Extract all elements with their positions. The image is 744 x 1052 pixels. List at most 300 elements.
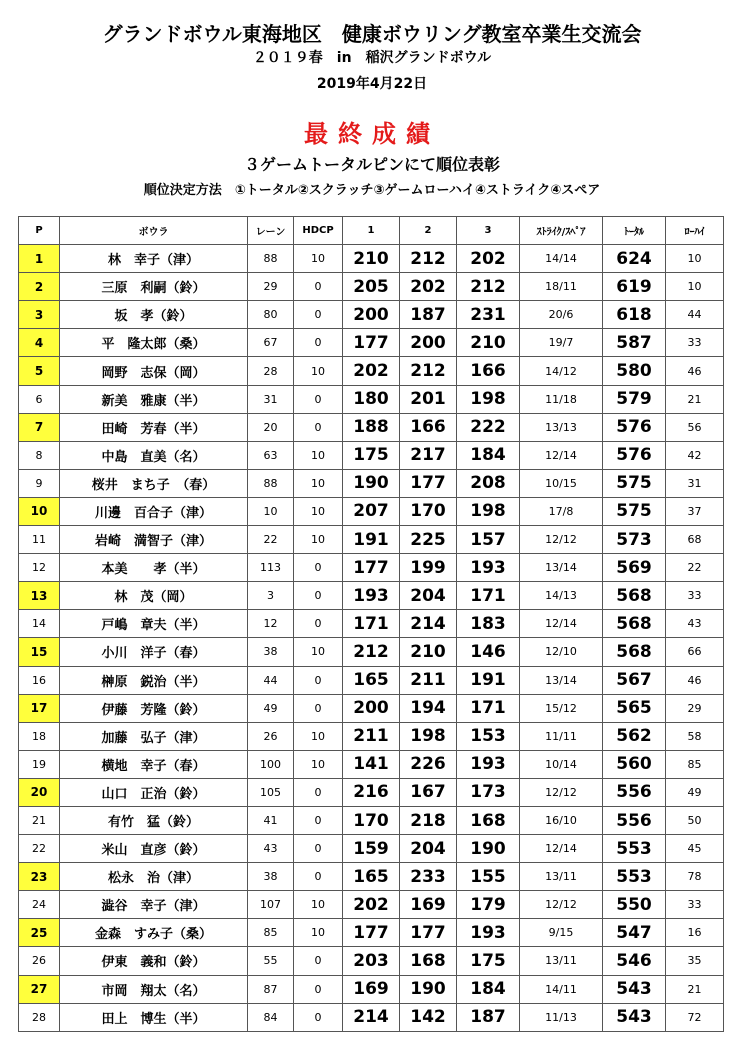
hdcp-cell: 0 xyxy=(294,666,343,694)
lane-cell: 38 xyxy=(248,863,294,891)
total-score-cell: 543 xyxy=(603,975,666,1003)
col-header-bowler: ボウラ xyxy=(60,217,248,245)
strike-spare-cell: 12/10 xyxy=(520,638,603,666)
game2-score-cell: 217 xyxy=(400,441,457,469)
game2-score-cell: 177 xyxy=(400,469,457,497)
game2-score-cell: 212 xyxy=(400,357,457,385)
strike-spare-cell: 14/13 xyxy=(520,582,603,610)
position-cell: 15 xyxy=(19,638,60,666)
strike-spare-cell: 12/14 xyxy=(520,610,603,638)
lowhigh-cell: 72 xyxy=(666,1003,724,1031)
strike-spare-cell: 11/18 xyxy=(520,385,603,413)
game2-score-cell: 177 xyxy=(400,919,457,947)
game2-score-cell: 187 xyxy=(400,301,457,329)
lowhigh-cell: 33 xyxy=(666,891,724,919)
lane-cell: 100 xyxy=(248,750,294,778)
strike-spare-cell: 10/14 xyxy=(520,750,603,778)
strike-spare-cell: 13/14 xyxy=(520,554,603,582)
strike-spare-cell: 19/7 xyxy=(520,329,603,357)
hdcp-cell: 10 xyxy=(294,357,343,385)
lane-cell: 80 xyxy=(248,301,294,329)
bowler-name-cell: 林 幸子（津） xyxy=(60,245,248,273)
game3-score-cell: 153 xyxy=(457,722,520,750)
lane-cell: 22 xyxy=(248,526,294,554)
game2-score-cell: 166 xyxy=(400,413,457,441)
game3-score-cell: 171 xyxy=(457,582,520,610)
bowler-name-cell: 田崎 芳春（半） xyxy=(60,413,248,441)
table-row xyxy=(19,919,724,947)
game3-score-cell: 198 xyxy=(457,385,520,413)
lane-cell: 38 xyxy=(248,638,294,666)
total-score-cell: 576 xyxy=(603,413,666,441)
hdcp-cell: 10 xyxy=(294,750,343,778)
total-score-cell: 567 xyxy=(603,666,666,694)
bowler-name-cell: 新美 雅康（半） xyxy=(60,385,248,413)
game3-score-cell: 184 xyxy=(457,441,520,469)
total-score-cell: 556 xyxy=(603,806,666,834)
hdcp-cell: 0 xyxy=(294,582,343,610)
position-cell: 8 xyxy=(19,441,60,469)
table-row xyxy=(19,301,724,329)
game3-score-cell: 210 xyxy=(457,329,520,357)
position-cell: 4 xyxy=(19,329,60,357)
game1-score-cell: 141 xyxy=(343,750,400,778)
position-cell: 26 xyxy=(19,947,60,975)
lowhigh-cell: 29 xyxy=(666,694,724,722)
table-row xyxy=(19,750,724,778)
bowler-name-cell: 三原 利嗣（鈴） xyxy=(60,273,248,301)
game1-score-cell: 177 xyxy=(343,554,400,582)
game3-score-cell: 231 xyxy=(457,301,520,329)
strike-spare-cell: 13/14 xyxy=(520,666,603,694)
strike-spare-cell: 12/14 xyxy=(520,835,603,863)
bowler-name-cell: 林 茂（岡） xyxy=(60,582,248,610)
game2-score-cell: 204 xyxy=(400,835,457,863)
lane-cell: 88 xyxy=(248,469,294,497)
total-score-cell: 573 xyxy=(603,526,666,554)
game3-score-cell: 171 xyxy=(457,694,520,722)
strike-spare-cell: 12/12 xyxy=(520,891,603,919)
strike-spare-cell: 14/12 xyxy=(520,357,603,385)
game1-score-cell: 202 xyxy=(343,357,400,385)
lowhigh-cell: 49 xyxy=(666,778,724,806)
position-cell: 27 xyxy=(19,975,60,1003)
game3-score-cell: 191 xyxy=(457,666,520,694)
lowhigh-cell: 10 xyxy=(666,273,724,301)
game1-score-cell: 171 xyxy=(343,610,400,638)
position-cell: 20 xyxy=(19,778,60,806)
total-score-cell: 576 xyxy=(603,441,666,469)
lowhigh-cell: 50 xyxy=(666,806,724,834)
lowhigh-cell: 46 xyxy=(666,357,724,385)
lane-cell: 107 xyxy=(248,891,294,919)
position-cell: 18 xyxy=(19,722,60,750)
lane-cell: 41 xyxy=(248,806,294,834)
lane-cell: 88 xyxy=(248,245,294,273)
game2-score-cell: 212 xyxy=(400,245,457,273)
hdcp-cell: 0 xyxy=(294,329,343,357)
table-row xyxy=(19,863,724,891)
game2-score-cell: 167 xyxy=(400,778,457,806)
table-row xyxy=(19,694,724,722)
total-score-cell: 619 xyxy=(603,273,666,301)
position-cell: 10 xyxy=(19,497,60,525)
lane-cell: 31 xyxy=(248,385,294,413)
game3-score-cell: 173 xyxy=(457,778,520,806)
game3-score-cell: 168 xyxy=(457,806,520,834)
lowhigh-cell: 56 xyxy=(666,413,724,441)
bowler-name-cell: 岩崎 満智子（津） xyxy=(60,526,248,554)
total-score-cell: 553 xyxy=(603,863,666,891)
game2-score-cell: 142 xyxy=(400,1003,457,1031)
game2-score-cell: 202 xyxy=(400,273,457,301)
game1-score-cell: 212 xyxy=(343,638,400,666)
col-header-game2: 2 xyxy=(400,217,457,245)
hdcp-cell: 0 xyxy=(294,835,343,863)
total-score-cell: 553 xyxy=(603,835,666,863)
lowhigh-cell: 16 xyxy=(666,919,724,947)
game1-score-cell: 191 xyxy=(343,526,400,554)
strike-spare-cell: 10/15 xyxy=(520,469,603,497)
col-header-hdcp: HDCP xyxy=(294,217,343,245)
position-cell: 19 xyxy=(19,750,60,778)
strike-spare-cell: 11/13 xyxy=(520,1003,603,1031)
tiebreak-rules: 順位決定方法 ①トータル②スクラッチ③ゲームローハイ④ストライク④スペア xyxy=(143,183,601,198)
event-title: グランドボウル東海地区 健康ボウリング教室卒業生交流会 xyxy=(102,22,642,46)
lowhigh-cell: 66 xyxy=(666,638,724,666)
game3-score-cell: 157 xyxy=(457,526,520,554)
bowler-name-cell: 小川 洋子（春） xyxy=(60,638,248,666)
event-subtitle: ２０１９春 in 稲沢グランドボウル xyxy=(252,50,492,66)
game1-score-cell: 170 xyxy=(343,806,400,834)
table-row xyxy=(19,554,724,582)
game3-score-cell: 222 xyxy=(457,413,520,441)
strike-spare-cell: 13/11 xyxy=(520,947,603,975)
game2-score-cell: 211 xyxy=(400,666,457,694)
lane-cell: 113 xyxy=(248,554,294,582)
game1-score-cell: 190 xyxy=(343,469,400,497)
table-row xyxy=(19,610,724,638)
position-cell: 11 xyxy=(19,526,60,554)
game2-score-cell: 214 xyxy=(400,610,457,638)
col-header-game1: 1 xyxy=(343,217,400,245)
bowler-name-cell: 有竹 猛（鈴） xyxy=(60,806,248,834)
game1-score-cell: 159 xyxy=(343,835,400,863)
table-row xyxy=(19,891,724,919)
game3-score-cell: 183 xyxy=(457,610,520,638)
table-row xyxy=(19,273,724,301)
table-row xyxy=(19,413,724,441)
hdcp-cell: 10 xyxy=(294,469,343,497)
position-cell: 5 xyxy=(19,357,60,385)
lane-cell: 85 xyxy=(248,919,294,947)
lane-cell: 28 xyxy=(248,357,294,385)
bowler-name-cell: 平 隆太郎（桑） xyxy=(60,329,248,357)
strike-spare-cell: 14/11 xyxy=(520,975,603,1003)
results-table xyxy=(18,216,724,1032)
total-score-cell: 565 xyxy=(603,694,666,722)
game1-score-cell: 207 xyxy=(343,497,400,525)
game3-score-cell: 155 xyxy=(457,863,520,891)
bowler-name-cell: 米山 直彦（鈴） xyxy=(60,835,248,863)
total-score-cell: 562 xyxy=(603,722,666,750)
hdcp-cell: 0 xyxy=(294,301,343,329)
bowler-name-cell: 澁谷 幸子（津） xyxy=(60,891,248,919)
lowhigh-cell: 37 xyxy=(666,497,724,525)
game3-score-cell: 193 xyxy=(457,919,520,947)
game2-score-cell: 170 xyxy=(400,497,457,525)
bowler-name-cell: 岡野 志保（岡） xyxy=(60,357,248,385)
event-date: 2019年4月22日 xyxy=(316,76,428,92)
hdcp-cell: 0 xyxy=(294,385,343,413)
total-score-cell: 575 xyxy=(603,469,666,497)
table-row xyxy=(19,666,724,694)
game1-score-cell: 165 xyxy=(343,666,400,694)
game1-score-cell: 193 xyxy=(343,582,400,610)
total-score-cell: 579 xyxy=(603,385,666,413)
game3-score-cell: 187 xyxy=(457,1003,520,1031)
table-header-row xyxy=(19,217,724,245)
game1-score-cell: 200 xyxy=(343,694,400,722)
lane-cell: 55 xyxy=(248,947,294,975)
table-row xyxy=(19,1003,724,1031)
hdcp-cell: 10 xyxy=(294,497,343,525)
strike-spare-cell: 13/13 xyxy=(520,413,603,441)
total-score-cell: 580 xyxy=(603,357,666,385)
table-row xyxy=(19,357,724,385)
strike-spare-cell: 11/11 xyxy=(520,722,603,750)
hdcp-cell: 10 xyxy=(294,722,343,750)
lane-cell: 26 xyxy=(248,722,294,750)
game3-score-cell: 190 xyxy=(457,835,520,863)
total-score-cell: 624 xyxy=(603,245,666,273)
lowhigh-cell: 35 xyxy=(666,947,724,975)
hdcp-cell: 0 xyxy=(294,610,343,638)
strike-spare-cell: 9/15 xyxy=(520,919,603,947)
bowler-name-cell: 坂 孝（鈴） xyxy=(60,301,248,329)
game3-score-cell: 202 xyxy=(457,245,520,273)
lowhigh-cell: 21 xyxy=(666,975,724,1003)
total-score-cell: 587 xyxy=(603,329,666,357)
game3-score-cell: 179 xyxy=(457,891,520,919)
strike-spare-cell: 13/11 xyxy=(520,863,603,891)
lowhigh-cell: 58 xyxy=(666,722,724,750)
game2-score-cell: 168 xyxy=(400,947,457,975)
position-cell: 3 xyxy=(19,301,60,329)
position-cell: 16 xyxy=(19,666,60,694)
game3-score-cell: 193 xyxy=(457,554,520,582)
lane-cell: 87 xyxy=(248,975,294,1003)
position-cell: 23 xyxy=(19,863,60,891)
total-score-cell: 546 xyxy=(603,947,666,975)
position-cell: 9 xyxy=(19,469,60,497)
game3-score-cell: 198 xyxy=(457,497,520,525)
table-row xyxy=(19,835,724,863)
bowler-name-cell: 川邊 百合子（津） xyxy=(60,497,248,525)
game3-score-cell: 193 xyxy=(457,750,520,778)
game2-score-cell: 201 xyxy=(400,385,457,413)
game3-score-cell: 184 xyxy=(457,975,520,1003)
position-cell: 6 xyxy=(19,385,60,413)
hdcp-cell: 0 xyxy=(294,778,343,806)
col-header-lane: レーン xyxy=(248,217,294,245)
lane-cell: 43 xyxy=(248,835,294,863)
col-header-total: ﾄｰﾀﾙ xyxy=(603,217,666,245)
bowler-name-cell: 中島 直美（名） xyxy=(60,441,248,469)
lowhigh-cell: 46 xyxy=(666,666,724,694)
hdcp-cell: 10 xyxy=(294,526,343,554)
bowler-name-cell: 市岡 翔太（名） xyxy=(60,975,248,1003)
bowler-name-cell: 田上 博生（半） xyxy=(60,1003,248,1031)
lowhigh-cell: 10 xyxy=(666,245,724,273)
total-score-cell: 550 xyxy=(603,891,666,919)
position-cell: 17 xyxy=(19,694,60,722)
table-row xyxy=(19,806,724,834)
hdcp-cell: 10 xyxy=(294,441,343,469)
total-score-cell: 569 xyxy=(603,554,666,582)
game3-score-cell: 212 xyxy=(457,273,520,301)
total-score-cell: 568 xyxy=(603,582,666,610)
game1-score-cell: 216 xyxy=(343,778,400,806)
bowler-name-cell: 金森 すみ子（桑） xyxy=(60,919,248,947)
hdcp-cell: 0 xyxy=(294,863,343,891)
game3-score-cell: 146 xyxy=(457,638,520,666)
position-cell: 21 xyxy=(19,806,60,834)
total-score-cell: 568 xyxy=(603,610,666,638)
hdcp-cell: 10 xyxy=(294,891,343,919)
bowler-name-cell: 桜井 まち子 （春） xyxy=(60,469,248,497)
strike-spare-cell: 12/12 xyxy=(520,778,603,806)
col-header-game3: 3 xyxy=(457,217,520,245)
table-row xyxy=(19,947,724,975)
table-row xyxy=(19,329,724,357)
lowhigh-cell: 43 xyxy=(666,610,724,638)
game2-score-cell: 233 xyxy=(400,863,457,891)
game1-score-cell: 188 xyxy=(343,413,400,441)
position-cell: 7 xyxy=(19,413,60,441)
total-score-cell: 560 xyxy=(603,750,666,778)
hdcp-cell: 0 xyxy=(294,554,343,582)
table-row xyxy=(19,526,724,554)
lowhigh-cell: 33 xyxy=(666,329,724,357)
position-cell: 25 xyxy=(19,919,60,947)
hdcp-cell: 0 xyxy=(294,694,343,722)
strike-spare-cell: 18/11 xyxy=(520,273,603,301)
lane-cell: 3 xyxy=(248,582,294,610)
strike-spare-cell: 20/6 xyxy=(520,301,603,329)
bowler-name-cell: 戸嶋 章夫（半） xyxy=(60,610,248,638)
lowhigh-cell: 68 xyxy=(666,526,724,554)
bowler-name-cell: 榊原 鋭治（半） xyxy=(60,666,248,694)
position-cell: 2 xyxy=(19,273,60,301)
total-score-cell: 556 xyxy=(603,778,666,806)
game2-score-cell: 199 xyxy=(400,554,457,582)
table-row xyxy=(19,975,724,1003)
strike-spare-cell: 16/10 xyxy=(520,806,603,834)
game1-score-cell: 203 xyxy=(343,947,400,975)
lane-cell: 10 xyxy=(248,497,294,525)
game1-score-cell: 180 xyxy=(343,385,400,413)
bowler-name-cell: 横地 幸子（春） xyxy=(60,750,248,778)
lowhigh-cell: 45 xyxy=(666,835,724,863)
game2-score-cell: 226 xyxy=(400,750,457,778)
hdcp-cell: 0 xyxy=(294,975,343,1003)
lowhigh-cell: 22 xyxy=(666,554,724,582)
hdcp-cell: 0 xyxy=(294,806,343,834)
game2-score-cell: 204 xyxy=(400,582,457,610)
bowler-name-cell: 松永 治（津） xyxy=(60,863,248,891)
lowhigh-cell: 31 xyxy=(666,469,724,497)
lane-cell: 63 xyxy=(248,441,294,469)
game3-score-cell: 175 xyxy=(457,947,520,975)
lowhigh-cell: 21 xyxy=(666,385,724,413)
strike-spare-cell: 17/8 xyxy=(520,497,603,525)
table-row xyxy=(19,722,724,750)
game1-score-cell: 177 xyxy=(343,919,400,947)
game1-score-cell: 214 xyxy=(343,1003,400,1031)
lane-cell: 84 xyxy=(248,1003,294,1031)
game2-score-cell: 190 xyxy=(400,975,457,1003)
game1-score-cell: 200 xyxy=(343,301,400,329)
total-score-cell: 618 xyxy=(603,301,666,329)
position-cell: 12 xyxy=(19,554,60,582)
lowhigh-cell: 78 xyxy=(666,863,724,891)
col-header-position: P xyxy=(19,217,60,245)
table-row xyxy=(19,497,724,525)
lowhigh-cell: 44 xyxy=(666,301,724,329)
position-cell: 13 xyxy=(19,582,60,610)
strike-spare-cell: 15/12 xyxy=(520,694,603,722)
bowler-name-cell: 伊藤 芳隆（鈴） xyxy=(60,694,248,722)
game1-score-cell: 169 xyxy=(343,975,400,1003)
bowler-name-cell: 加藤 弘子（津） xyxy=(60,722,248,750)
table-row xyxy=(19,469,724,497)
hdcp-cell: 0 xyxy=(294,273,343,301)
lane-cell: 20 xyxy=(248,413,294,441)
hdcp-cell: 0 xyxy=(294,947,343,975)
game3-score-cell: 208 xyxy=(457,469,520,497)
game2-score-cell: 198 xyxy=(400,722,457,750)
lane-cell: 12 xyxy=(248,610,294,638)
game1-score-cell: 205 xyxy=(343,273,400,301)
position-cell: 1 xyxy=(19,245,60,273)
game3-score-cell: 166 xyxy=(457,357,520,385)
bowler-name-cell: 本美 孝（半） xyxy=(60,554,248,582)
lowhigh-cell: 33 xyxy=(666,582,724,610)
position-cell: 24 xyxy=(19,891,60,919)
hdcp-cell: 10 xyxy=(294,638,343,666)
game2-score-cell: 225 xyxy=(400,526,457,554)
table-row xyxy=(19,638,724,666)
table-row xyxy=(19,245,724,273)
lane-cell: 29 xyxy=(248,273,294,301)
lane-cell: 44 xyxy=(248,666,294,694)
position-cell: 28 xyxy=(19,1003,60,1031)
game1-score-cell: 165 xyxy=(343,863,400,891)
strike-spare-cell: 12/14 xyxy=(520,441,603,469)
results-heading: 最終成績 xyxy=(304,120,440,148)
lowhigh-cell: 42 xyxy=(666,441,724,469)
hdcp-cell: 10 xyxy=(294,919,343,947)
table-row xyxy=(19,778,724,806)
table-row xyxy=(19,441,724,469)
bowler-name-cell: 山口 正治（鈴） xyxy=(60,778,248,806)
total-score-cell: 547 xyxy=(603,919,666,947)
col-header-strike-spare: ｽﾄﾗｲｸ/ｽﾍﾟｱ xyxy=(520,217,603,245)
strike-spare-cell: 12/12 xyxy=(520,526,603,554)
game2-score-cell: 218 xyxy=(400,806,457,834)
game2-score-cell: 210 xyxy=(400,638,457,666)
